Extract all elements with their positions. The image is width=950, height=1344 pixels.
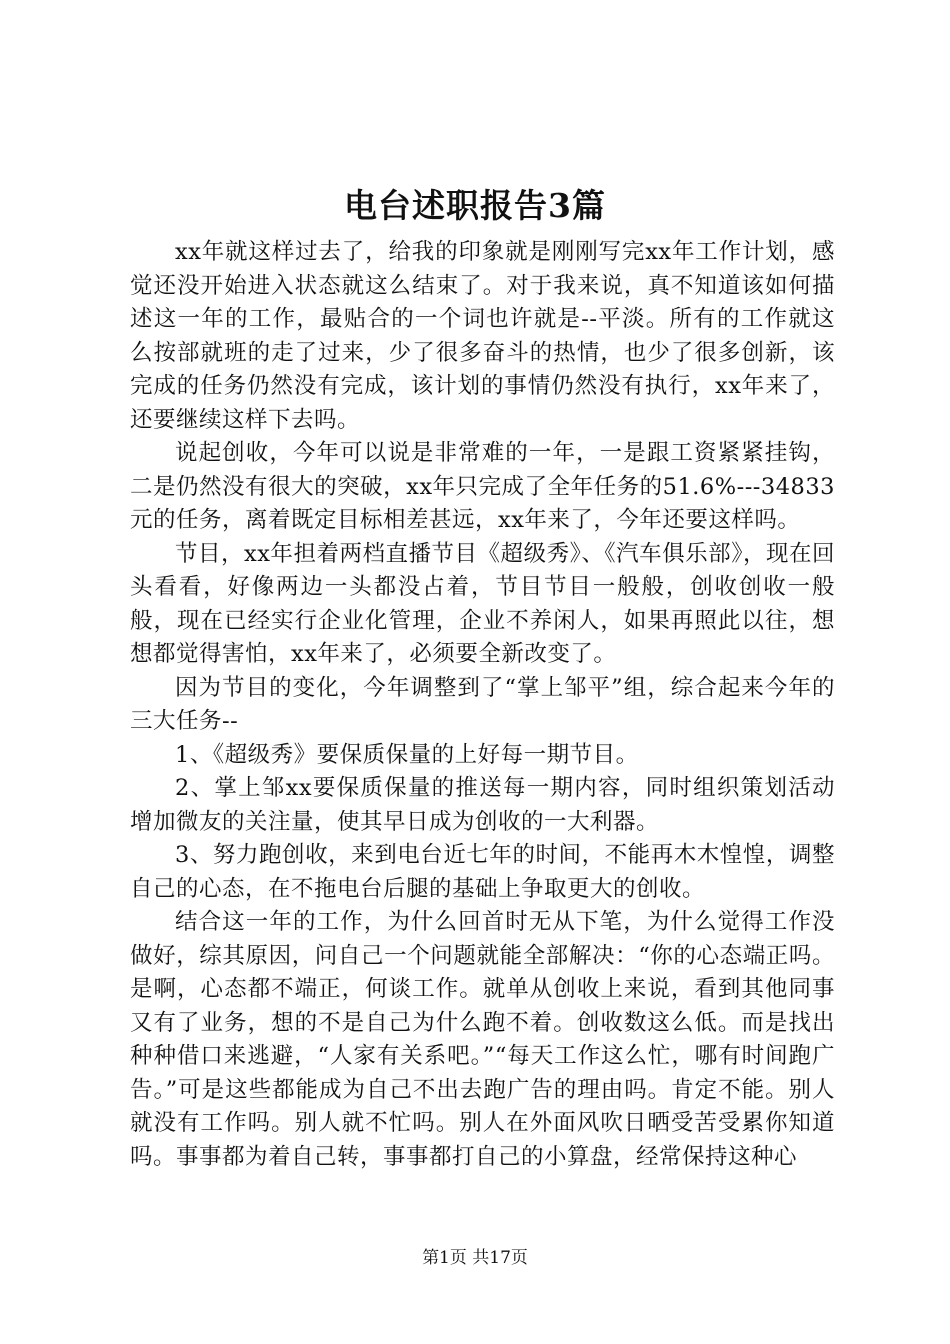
paragraph-1: xx年就这样过去了，给我的印象就是刚刚写完xx年工作计划，感觉还没开始进入状态就这么结束了。对于我来说，真不知道该如何描述这一年的工作，最贴合的一个词也许就是--平淡。所有的工作就这么按部就班的走了过来，少了很多奋斗的热情，也少了很多创新，该完成的任务仍然没有完成，该计划的事情仍然没有执行，xx年来了，还要继续这样下去吗。 bbox=[130, 239, 835, 433]
list-item-1: 1、《超级秀》要保质保量的上好每一期节目。 bbox=[175, 741, 639, 768]
document-title: 电台述职报告3篇 bbox=[344, 186, 606, 225]
paragraph-2: 说起创收，今年可以说是非常难的一年，一是跟工资紧紧挂钩，二是仍然没有很大的突破，xx年只完成了全年任务的51.6%---34833元的任务，离着既定目标相差甚远，xx年来了，今年还要这样吗。 bbox=[130, 440, 835, 533]
document-body bbox=[130, 236, 835, 1174]
paragraph-4: 因为节目的变化，今年调整到了“掌上邹平”组，综合起来今年的三大任务-- bbox=[130, 674, 835, 734]
list-item-2: 2、掌上邹xx要保质保量的推送每一期内容，同时组织策划活动增加微友的关注量，使其早日成为创收的一大利器。 bbox=[130, 775, 835, 835]
paragraph-3: 节目，xx年担着两档直播节目《超级秀》、《汽车俱乐部》，现在回头看看，好像两边一头都没占着，节目节目一般般，创收创收一般般，现在已经实行企业化管理，企业不养闲人，如果再照此以往，想想都觉得害怕，xx年来了，必须要全新改变了。 bbox=[130, 540, 835, 667]
page-number-footer: 第1页 共17页 bbox=[422, 1248, 528, 1268]
list-item-3: 3、努力跑创收，来到电台近七年的时间，不能再木木惶惶，调整自己的心态，在不拖电台后腿的基础上争取更大的创收。 bbox=[130, 842, 835, 902]
paragraph-5: 结合这一年的工作，为什么回首时无从下笔，为什么觉得工作没做好，综其原因，问自己一个问题就能全部解决：“你的心态端正吗。是啊，心态都不端正，何谈工作。就单从创收上来说，看到其他同事又有了业务，想的不是自己为什么跑不着。创收数这么低。而是找出种种借口来逃避，“人家有关系吧。”“每天工作这么忙，哪有时间跑广告。”可是这些都能成为自己不出去跑广告的理由吗。肯定不能。别人就没有工作吗。别人就不忙吗。别人在外面风吹日晒受苦受累你知道吗。事事都为着自己转，事事都打自己的小算盘，经常保持这种心 bbox=[130, 909, 835, 1170]
